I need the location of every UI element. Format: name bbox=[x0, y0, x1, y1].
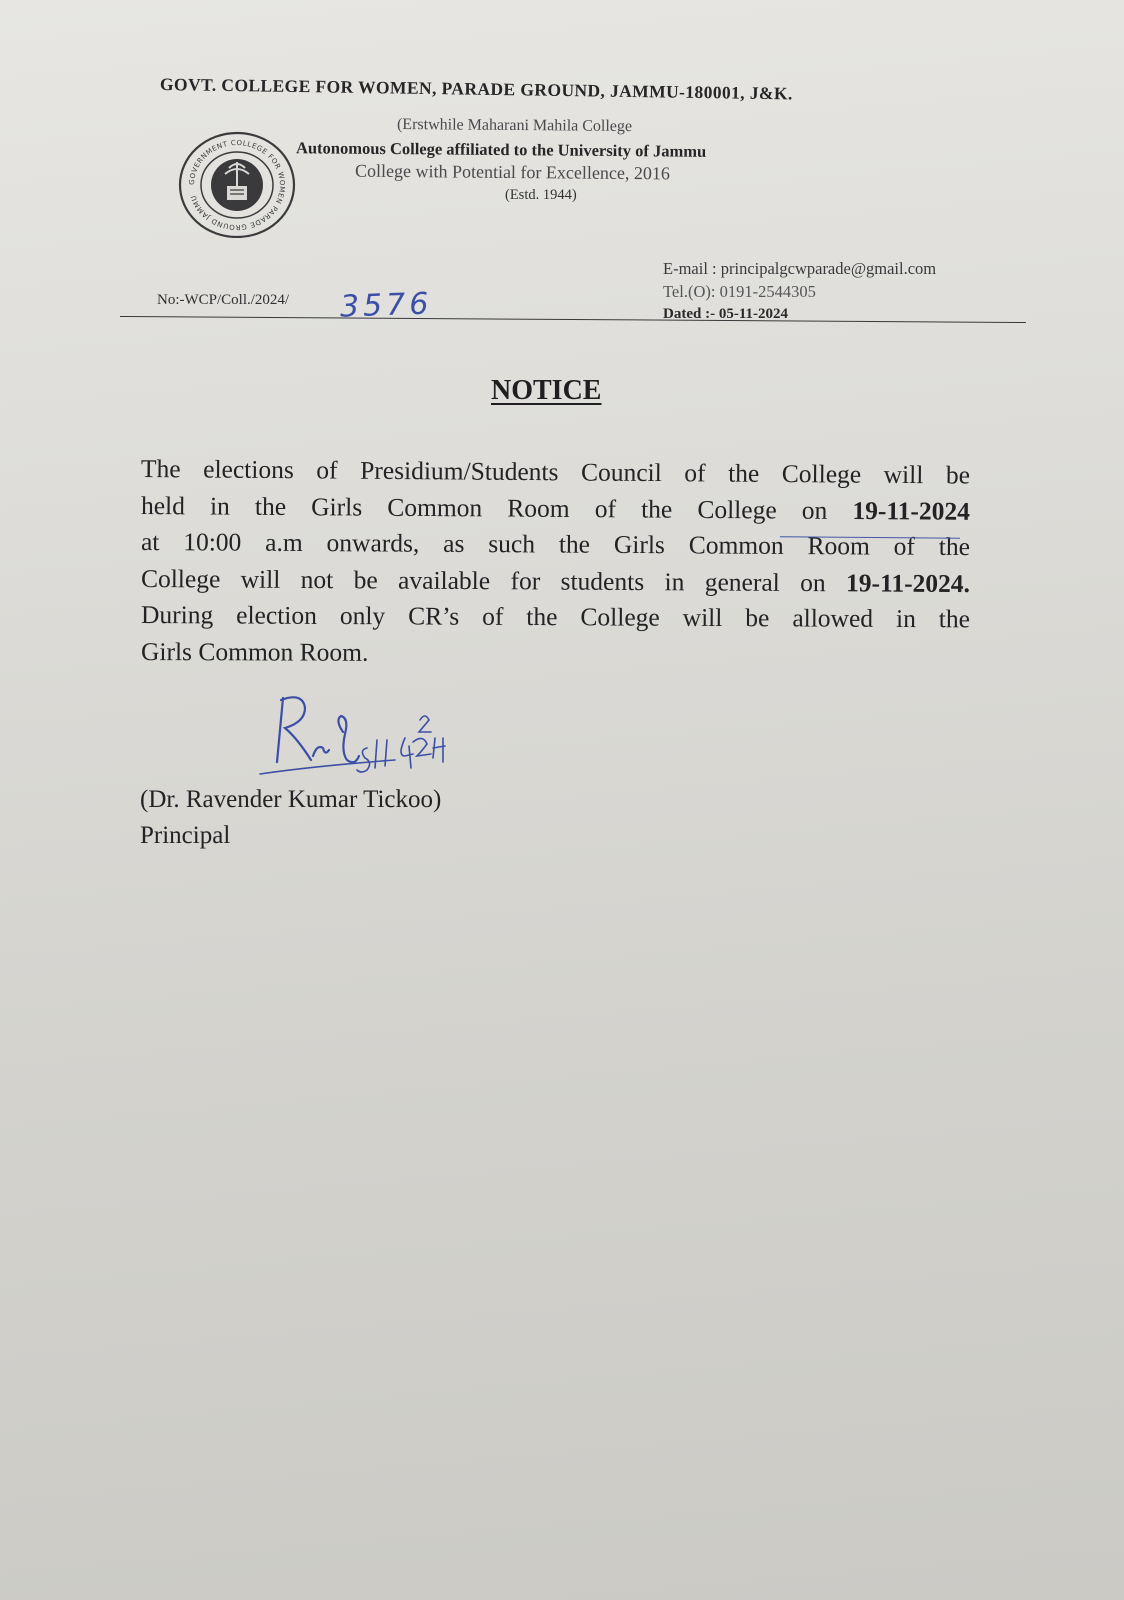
notice-body-line bbox=[141, 491, 970, 527]
reference-number: No:-WCP/Coll./2024/ bbox=[157, 292, 290, 308]
excellence-line: College with Potential for Excellence, 2016 bbox=[354, 160, 671, 184]
principal-signature bbox=[255, 690, 505, 800]
notice-title: NOTICE bbox=[491, 375, 602, 406]
election-date: 19-11-2024. bbox=[845, 568, 971, 599]
affiliation-line: Autonomous College affiliated to the University of Jammu bbox=[295, 138, 707, 161]
college-seal-icon bbox=[177, 128, 297, 238]
contact-email: E-mail : principalgcwparade@gmail.com bbox=[663, 259, 937, 278]
election-date: 19-11-2024 bbox=[852, 495, 971, 526]
notice-body-line: at 10:00 a.m onwards, as such the Girls Common Room of the bbox=[140, 527, 971, 562]
college-name: GOVT. COLLEGE FOR WOMEN, PARADE GROUND, JAMMU-180001, J&K. bbox=[159, 74, 793, 104]
reference-number-handwritten: 3576 bbox=[339, 286, 433, 325]
notice-body-line bbox=[141, 564, 970, 599]
signatory-name: (Dr. Ravender Kumar Tickoo) bbox=[140, 786, 442, 813]
contact-telephone: Tel.(O): 0191-2544305 bbox=[663, 282, 816, 301]
header-divider bbox=[120, 316, 1026, 323]
notice-text: held in the Girls Common Room of the College on bbox=[140, 491, 853, 525]
notice-date: Dated :- 05-11-2024 bbox=[663, 306, 788, 322]
established-year: (Estd. 1944) bbox=[505, 187, 577, 203]
notice-body-line: Girls Common Room. bbox=[140, 637, 369, 667]
seal-text: GOVERNMENT COLLEGE FOR WOMEN PARADE GROUND JAMMU bbox=[187, 138, 287, 232]
notice-body-line: During election only CR’s of the College will be allowed in the bbox=[140, 600, 971, 634]
notice-text: College will not be available for students in general on bbox=[140, 564, 847, 598]
notice-body-line: The elections of Presidium/Students Council of the College will be bbox=[140, 454, 971, 490]
signatory-title: Principal bbox=[140, 822, 231, 849]
erstwhile-name: (Erstwhile Maharani Mahila College bbox=[396, 115, 633, 136]
